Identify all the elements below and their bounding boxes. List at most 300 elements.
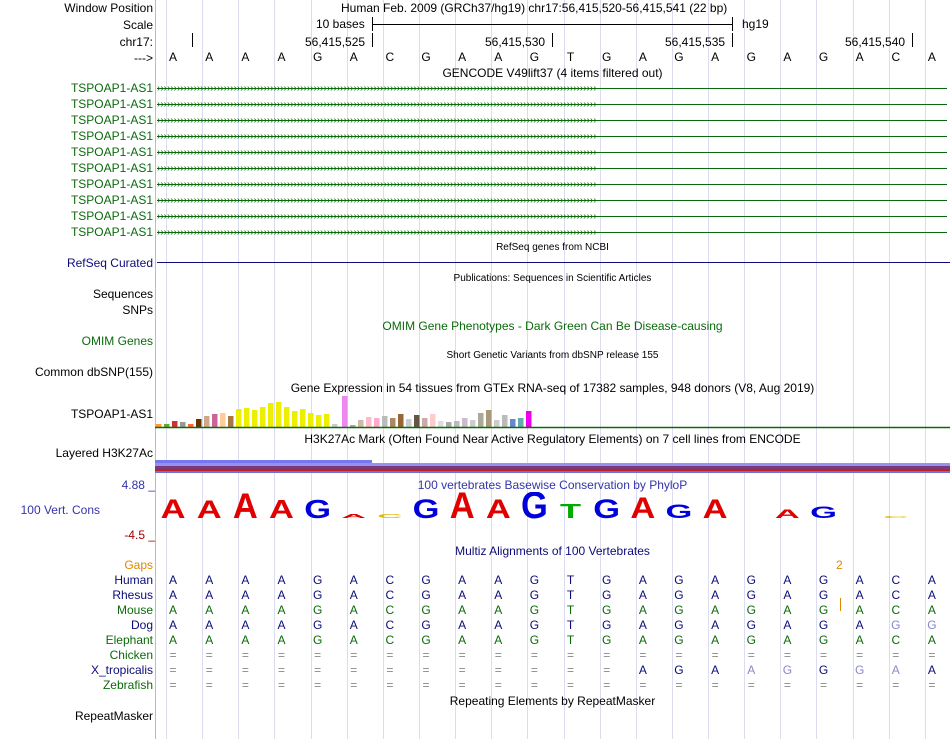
species-label[interactable]: Mouse xyxy=(116,603,153,617)
ruler-tick-label: 56,415,530 xyxy=(485,35,546,49)
publications-track-title[interactable]: Publications: Sequences in Scientific Articles xyxy=(453,273,652,284)
aligned-base: A xyxy=(205,603,214,617)
aligned-base: G xyxy=(529,618,540,632)
sequence-base: T xyxy=(566,50,575,64)
aligned-base: G xyxy=(818,618,829,632)
gtex-tissue-bar[interactable] xyxy=(518,418,524,427)
aligned-base: C xyxy=(891,603,901,617)
window-position-label: Window Position xyxy=(64,1,153,15)
aligned-base: A xyxy=(241,588,250,602)
gtex-tissue-bar[interactable] xyxy=(284,407,290,427)
gencode-transcript[interactable] xyxy=(157,211,947,222)
aligned-base: = xyxy=(277,663,285,677)
sequence-base: A xyxy=(169,50,178,64)
aligned-base: G xyxy=(421,618,431,632)
sequence-base: G xyxy=(529,50,540,64)
gtex-tissue-bar[interactable] xyxy=(300,409,306,427)
aligned-base: = xyxy=(422,663,430,677)
aligned-base: A xyxy=(638,573,647,587)
aligned-base: A xyxy=(458,603,467,617)
aligned-base: C xyxy=(385,573,395,587)
aligned-base: A xyxy=(205,618,214,632)
gtex-tissue-bar[interactable] xyxy=(350,425,356,427)
aligned-base: G xyxy=(854,663,865,677)
aligned-base: A xyxy=(205,573,214,587)
sequence-base: G xyxy=(312,50,323,64)
gtex-tissue-bar[interactable] xyxy=(156,424,162,427)
aligned-base: A xyxy=(927,663,936,677)
phylop-base-letter: T xyxy=(560,499,582,524)
strand-arrows: ›››››››››››››››››››››››››››››››››››››››››››››››››››››››››››››››››››››››››››››››››››››››››››››››››››››››››››››››››››››››››››››››››››› xyxy=(157,227,597,238)
gtex-tissue-bar[interactable] xyxy=(478,413,484,427)
refseq-track-label[interactable]: RefSeq Curated xyxy=(66,256,153,270)
gtex-tissue-bar[interactable] xyxy=(446,422,452,427)
aligned-base: A xyxy=(711,573,720,587)
aligned-base: A xyxy=(927,603,936,617)
sequence-base: C xyxy=(891,50,901,64)
aligned-base: G xyxy=(529,573,540,587)
aligned-base: G xyxy=(818,573,829,587)
aligned-base: A xyxy=(494,588,503,602)
aligned-base: G xyxy=(674,633,684,647)
aligned-base: A xyxy=(494,573,503,587)
aligned-base: A xyxy=(638,588,647,602)
aligned-base: = xyxy=(386,663,394,677)
gtex-tissue-bar[interactable] xyxy=(454,421,460,427)
gtex-tissue-bar[interactable] xyxy=(406,419,412,427)
aligned-base: = xyxy=(567,648,575,662)
ruler-tick xyxy=(552,33,553,47)
gtex-tissue-bar[interactable] xyxy=(164,424,170,427)
dbsnp-track-label[interactable]: Common dbSNP(155) xyxy=(34,365,153,379)
gtex-tissue-bar[interactable] xyxy=(316,415,322,427)
aligned-base: A xyxy=(169,633,178,647)
aligned-base: = xyxy=(458,663,466,677)
aligned-base: G xyxy=(746,603,756,617)
phylop-track-label[interactable]: 100 Vert. Cons xyxy=(20,503,100,517)
gtex-tissue-bar[interactable] xyxy=(374,418,380,427)
aligned-base: A xyxy=(349,588,358,602)
aligned-base: A xyxy=(855,573,864,587)
gtex-tissue-bar[interactable] xyxy=(414,415,420,427)
aligned-base: G xyxy=(312,588,323,602)
aligned-base: = xyxy=(711,648,719,662)
h3k27ac-track-title[interactable]: H3K27Ac Mark (Often Found Near Active Regulatory Elements) on 7 cell lines from ENCODE xyxy=(304,432,801,446)
gtex-tissue-bar[interactable] xyxy=(196,419,202,427)
aligned-base: C xyxy=(891,588,901,602)
aligned-base: A xyxy=(169,588,178,602)
ruler-tick-minor xyxy=(192,33,193,47)
aligned-base: C xyxy=(385,633,395,647)
aligned-base: = xyxy=(494,678,502,692)
gtex-tissue-bar[interactable] xyxy=(252,410,258,427)
ruler-tick xyxy=(732,33,733,47)
aligned-base: A xyxy=(927,573,936,587)
gtex-tissue-bar[interactable] xyxy=(260,407,266,427)
aligned-base: A xyxy=(855,588,864,602)
h3k27ac-track-label[interactable]: Layered H3K27Ac xyxy=(55,446,153,460)
gencode-gene-label[interactable]: TSPOAP1-AS1 xyxy=(70,177,153,191)
aligned-base: A xyxy=(711,633,720,647)
sequence-base: G xyxy=(602,50,612,64)
gtex-tissue-bar[interactable] xyxy=(308,413,314,427)
aligned-base: = xyxy=(241,648,249,662)
strand-arrows: ›››››››››››››››››››››››››››››››››››››››››››››››››››››››››››››››››››››››››››››››››››››››››››››››››››››››››››››››››››››››››››››››››››› xyxy=(157,147,597,158)
gencode-gene-label[interactable]: TSPOAP1-AS1 xyxy=(70,129,153,143)
aligned-base: = xyxy=(530,678,538,692)
aligned-base: A xyxy=(494,603,503,617)
gtex-tissue-bar[interactable] xyxy=(332,424,338,427)
aligned-base: = xyxy=(205,648,213,662)
gtex-tissue-bar[interactable] xyxy=(324,414,330,427)
aligned-base: = xyxy=(277,648,285,662)
aligned-base: = xyxy=(747,678,755,692)
aligned-base: = xyxy=(783,648,791,662)
phylop-base-letter: G xyxy=(304,495,332,524)
phylop-base-letter: A xyxy=(702,493,728,524)
aligned-base: A xyxy=(855,603,864,617)
phylop-base-letter: G xyxy=(665,500,693,523)
gencode-transcript[interactable] xyxy=(157,227,947,238)
aligned-base: = xyxy=(603,678,611,692)
ruler-tick-label: 56,415,525 xyxy=(305,35,366,49)
aligned-base: A xyxy=(277,633,286,647)
sequence-base: A xyxy=(783,50,792,64)
aligned-base: A xyxy=(349,603,358,617)
aligned-base: A xyxy=(783,618,792,632)
aligned-base: = xyxy=(639,648,647,662)
gencode-gene-label[interactable]: TSPOAP1-AS1 xyxy=(70,161,153,175)
strand-arrows: ›››››››››››››››››››››››››››››››››››››››››››››››››››››››››››››››››››››››››››››››››››››››››››››››››››››››››››››››››››››››››››››››››››› xyxy=(157,131,597,142)
ruler-tick-label: 56,415,540 xyxy=(845,35,906,49)
aligned-base: T xyxy=(566,603,575,617)
aligned-base: A xyxy=(927,633,936,647)
gtex-tissue-bar[interactable] xyxy=(244,408,250,427)
aligned-base: G xyxy=(818,633,829,647)
gencode-transcript[interactable] xyxy=(157,131,947,142)
gtex-track-title[interactable]: Gene Expression in 54 tissues from GTEx RNA-seq of 17382 samples, 948 donors (V8, Aug 2019) xyxy=(290,381,815,395)
gencode-transcript[interactable] xyxy=(157,115,947,126)
aligned-base: = xyxy=(169,648,177,662)
aligned-base: G xyxy=(746,588,756,602)
aligned-base: G xyxy=(421,633,431,647)
omim-track-title[interactable]: OMIM Gene Phenotypes - Dark Green Can Be Disease-causing xyxy=(382,319,723,333)
aligned-base: A xyxy=(494,633,503,647)
species-label[interactable]: Human xyxy=(114,573,153,587)
publications-label-snps[interactable]: SNPs xyxy=(122,303,153,317)
aligned-base: = xyxy=(783,678,791,692)
aligned-base: G xyxy=(927,618,937,632)
aligned-base: C xyxy=(385,618,395,632)
aligned-base: = xyxy=(314,648,322,662)
phylop-base-letter: A xyxy=(160,493,186,524)
gtex-tissue-bar[interactable] xyxy=(220,413,226,427)
aligned-base: A xyxy=(711,663,720,677)
aligned-base: = xyxy=(458,648,466,662)
phylop-track-title[interactable]: 100 vertebrates Basewise Conservation by PhyloP xyxy=(417,478,688,492)
gtex-tissue-bar[interactable] xyxy=(268,403,274,427)
phylop-base-letter: A xyxy=(341,513,367,520)
aligned-base: = xyxy=(820,648,828,662)
repeatmasker-track-title[interactable]: Repeating Elements by RepeatMasker xyxy=(449,694,656,708)
aligned-base: A xyxy=(205,588,214,602)
phylop-max-label: 4.88 _ xyxy=(121,478,155,492)
aligned-base: A xyxy=(169,573,178,587)
aligned-base: A xyxy=(458,618,467,632)
aligned-base: G xyxy=(602,618,612,632)
aligned-base: G xyxy=(746,633,756,647)
aligned-base: A xyxy=(711,588,720,602)
multiz-track-title[interactable]: Multiz Alignments of 100 Vertebrates xyxy=(455,544,650,558)
aligned-base: = xyxy=(856,648,864,662)
aligned-base: G xyxy=(674,663,684,677)
gencode-gene-label[interactable]: TSPOAP1-AS1 xyxy=(70,193,153,207)
aligned-base: G xyxy=(312,573,323,587)
gtex-tissue-bar[interactable] xyxy=(486,410,492,427)
scale-value: 10 bases xyxy=(316,17,365,31)
aligned-base: A xyxy=(638,633,647,647)
strand-arrows: ›››››››››››››››››››››››››››››››››››››››››››››››››››››››››››››››››››››››››››››››››››››››››››››››››››››››››››››››››››››››››››››››››››› xyxy=(157,115,597,126)
strand-arrows: ›››››››››››››››››››››››››››››››››››››››››››››››››››››››››››››››››››››››››››››››››››››››››››››››››››››››››››››››››››››››››››››››››››› xyxy=(157,195,597,206)
aligned-base: G xyxy=(602,573,612,587)
gencode-gene-label[interactable]: TSPOAP1-AS1 xyxy=(70,81,153,95)
aligned-base: C xyxy=(385,603,395,617)
gtex-bar-chart[interactable] xyxy=(155,395,950,429)
sequence-base: G xyxy=(421,50,431,64)
refseq-gene-line[interactable] xyxy=(157,262,950,263)
strand-arrows: ›››››››››››››››››››››››››››››››››››››››››››››››››››››››››››››››››››››››››››››››››››››››››››››››››››››››››››››››››››››››››››››››››››› xyxy=(157,211,597,222)
gtex-tissue-bar[interactable] xyxy=(342,396,348,427)
aligned-base: G xyxy=(818,663,829,677)
multiz-gaps-label: Gaps xyxy=(124,558,153,572)
gtex-tissue-bar[interactable] xyxy=(526,411,532,427)
aligned-base: G xyxy=(674,573,684,587)
aligned-base: A xyxy=(638,663,647,677)
gtex-tissue-bar[interactable] xyxy=(236,409,242,427)
gtex-tissue-bar[interactable] xyxy=(398,414,404,427)
aligned-base: G xyxy=(674,603,684,617)
aligned-base: A xyxy=(711,603,720,617)
gtex-tissue-bar[interactable] xyxy=(366,417,372,427)
aligned-base: G xyxy=(312,618,323,632)
aligned-base: A xyxy=(855,618,864,632)
aligned-base: A xyxy=(458,588,467,602)
phylop-base-letter: G xyxy=(521,492,548,524)
gtex-tissue-bar[interactable] xyxy=(172,421,178,427)
gtex-tissue-bar[interactable] xyxy=(180,422,186,427)
aligned-base: A xyxy=(783,633,792,647)
ruler-tick-label: 56,415,535 xyxy=(665,35,726,49)
gtex-tissue-bar[interactable] xyxy=(470,420,476,427)
aligned-base: A xyxy=(241,573,250,587)
phylop-min-label: -4.5 _ xyxy=(124,528,155,542)
aligned-base: A xyxy=(458,573,467,587)
aligned-base: = xyxy=(494,663,502,677)
gtex-tissue-bar[interactable] xyxy=(276,402,282,427)
gencode-transcript[interactable] xyxy=(157,163,947,174)
aligned-base: = xyxy=(928,648,936,662)
aligned-base: A xyxy=(169,603,178,617)
gencode-transcript[interactable] xyxy=(157,179,947,190)
gtex-tissue-bar[interactable] xyxy=(212,414,218,427)
strand-arrows: ›››››››››››››››››››››››››››››››››››››››››››››››››››››››››››››››››››››››››››››››››››››››››››››››››››››››››››››››››››››››››››››››››››› xyxy=(157,179,597,190)
gencode-transcript[interactable] xyxy=(157,99,947,110)
aligned-base: C xyxy=(891,573,901,587)
aligned-base: G xyxy=(818,603,829,617)
aligned-base: T xyxy=(566,633,575,647)
publications-label-sequences[interactable]: Sequences xyxy=(92,287,153,301)
gencode-gene-label[interactable]: TSPOAP1-AS1 xyxy=(70,97,153,111)
aligned-base: A xyxy=(241,603,250,617)
strand-label: ---> xyxy=(134,51,153,65)
aligned-base: G xyxy=(529,633,540,647)
gtex-tissue-bar[interactable] xyxy=(438,421,444,427)
aligned-base: A xyxy=(277,573,286,587)
gtex-tissue-bar[interactable] xyxy=(292,411,298,427)
ruler-tick xyxy=(912,33,913,47)
phylop-logo[interactable] xyxy=(155,492,950,524)
gtex-tissue-bar[interactable] xyxy=(502,415,508,427)
gtex-tissue-bar[interactable] xyxy=(430,414,436,427)
aligned-base: = xyxy=(530,663,538,677)
gtex-tissue-bar[interactable] xyxy=(422,418,428,427)
aligned-base: A xyxy=(927,588,936,602)
aligned-base: = xyxy=(350,663,358,677)
gencode-gene-label[interactable]: TSPOAP1-AS1 xyxy=(70,145,153,159)
aligned-base: T xyxy=(566,618,575,632)
window-position-value: Human Feb. 2009 (GRCh37/hg19) chr17:56,415,520-56,415,541 (22 bp) xyxy=(341,1,728,15)
aligned-base: G xyxy=(421,588,431,602)
aligned-base: A xyxy=(277,603,286,617)
species-label[interactable]: Rhesus xyxy=(112,588,153,602)
aligned-base: = xyxy=(892,678,900,692)
species-label[interactable]: X_tropicalis xyxy=(90,663,153,677)
aligned-base: T xyxy=(566,573,575,587)
aligned-base: = xyxy=(530,648,538,662)
gencode-transcript[interactable] xyxy=(157,195,947,206)
phylop-base-letter: A xyxy=(449,492,475,524)
aligned-base: C xyxy=(891,633,901,647)
chrom-label: chr17: xyxy=(119,35,153,49)
gtex-tissue-bar[interactable] xyxy=(494,420,500,427)
phylop-base-letter: A xyxy=(196,496,222,524)
aligned-base: = xyxy=(711,678,719,692)
aligned-base: G xyxy=(818,588,829,602)
omim-track-label[interactable]: OMIM Genes xyxy=(81,334,153,348)
dbsnp-track-title[interactable]: Short Genetic Variants from dbSNP release 155 xyxy=(446,350,659,361)
aligned-base: = xyxy=(675,648,683,662)
phylop-base-letter: A xyxy=(630,492,656,524)
gtex-tissue-bar[interactable] xyxy=(510,419,516,427)
species-label[interactable]: Zebrafish xyxy=(102,678,153,692)
strand-arrows: ›››››››››››››››››››››››››››››››››››››››››››››››››››››››››››››››››››››››››››››››››››››››››››››››››››››››››››››››››››››››››››››››››››› xyxy=(157,99,597,110)
sequence-base: A xyxy=(638,50,647,64)
phylop-base-letter: C xyxy=(883,515,909,519)
sequence-base: G xyxy=(818,50,829,64)
aligned-base: = xyxy=(639,678,647,692)
aligned-base: A xyxy=(205,633,214,647)
aligned-base: A xyxy=(458,633,467,647)
gtex-tissue-bar[interactable] xyxy=(382,416,388,427)
aligned-base: A xyxy=(277,618,286,632)
strand-arrows: ›››››››››››››››››››››››››››››››››››››››››››››››››››››››››››››››››››››››››››››››››››››››››››››››››››››››››››››››››››››››››››››››››››› xyxy=(157,83,597,94)
sequence-base: A xyxy=(205,50,214,64)
gtex-tissue-bar[interactable] xyxy=(188,424,194,427)
aligned-base: A xyxy=(494,618,503,632)
sequence-base: A xyxy=(855,50,864,64)
species-label[interactable]: Elephant xyxy=(105,633,153,647)
aligned-base: = xyxy=(603,648,611,662)
phylop-base-letter: A xyxy=(485,493,511,524)
aligned-base: = xyxy=(350,678,358,692)
aligned-base: A xyxy=(783,573,792,587)
h3k27ac-signal[interactable] xyxy=(155,460,950,473)
refseq-track-title[interactable]: RefSeq genes from NCBI xyxy=(496,242,609,253)
aligned-base: A xyxy=(349,618,358,632)
aligned-base: C xyxy=(385,588,395,602)
gencode-gene-label[interactable]: TSPOAP1-AS1 xyxy=(70,225,153,239)
aligned-base: G xyxy=(421,603,431,617)
phylop-base-letter: A xyxy=(269,495,294,524)
gencode-gene-label[interactable]: TSPOAP1-AS1 xyxy=(70,209,153,223)
gtex-tissue-bar[interactable] xyxy=(390,418,396,427)
strand-arrows: ›››››››››››››››››››››››››››››››››››››››››››››››››››››››››››››››››››››››››››››››››››››››››››››››››››››››››››››››››››››››››››››››››››› xyxy=(157,163,597,174)
gtex-tissue-bar[interactable] xyxy=(204,416,210,427)
aligned-base: = xyxy=(169,678,177,692)
aligned-base: A xyxy=(638,618,647,632)
repeatmasker-track-label[interactable]: RepeatMasker xyxy=(74,709,153,723)
aligned-base: = xyxy=(314,663,322,677)
aligned-base: = xyxy=(820,678,828,692)
ruler-tick xyxy=(372,33,373,47)
aligned-base: G xyxy=(602,588,612,602)
gtex-tissue-bar[interactable] xyxy=(462,418,468,427)
aligned-base: = xyxy=(567,663,575,677)
aligned-base: = xyxy=(494,648,502,662)
gencode-transcript[interactable] xyxy=(157,83,947,94)
aligned-base: G xyxy=(782,663,793,677)
assembly-label: hg19 xyxy=(742,17,769,31)
gtex-gene-label[interactable]: TSPOAP1-AS1 xyxy=(70,407,153,421)
sequence-base: A xyxy=(927,50,936,64)
aligned-base: = xyxy=(675,678,683,692)
aligned-base: = xyxy=(241,663,249,677)
gencode-gene-label[interactable]: TSPOAP1-AS1 xyxy=(70,113,153,127)
aligned-base: G xyxy=(602,633,612,647)
aligned-base: = xyxy=(422,648,430,662)
gtex-tissue-bar[interactable] xyxy=(228,416,234,427)
aligned-base: G xyxy=(312,633,323,647)
phylop-base-letter: A xyxy=(774,507,800,521)
sequence-base: A xyxy=(458,50,467,64)
aligned-base: G xyxy=(529,603,540,617)
gencode-track-title[interactable]: GENCODE V49lift37 (4 items filtered out) xyxy=(442,66,663,80)
species-label[interactable]: Dog xyxy=(130,618,153,632)
gtex-tissue-bar[interactable] xyxy=(358,420,364,427)
aligned-base: = xyxy=(205,678,213,692)
gencode-transcript[interactable] xyxy=(157,147,947,158)
aligned-base: = xyxy=(277,678,285,692)
sequence-base: A xyxy=(711,50,720,64)
aligned-base: = xyxy=(169,663,177,677)
aligned-base: A xyxy=(277,588,286,602)
aligned-base: G xyxy=(602,603,612,617)
species-label[interactable]: Chicken xyxy=(109,648,153,662)
aligned-base: A xyxy=(349,573,358,587)
sequence-base: A xyxy=(241,50,250,64)
aligned-base: A xyxy=(711,618,720,632)
sequence-base: G xyxy=(674,50,684,64)
